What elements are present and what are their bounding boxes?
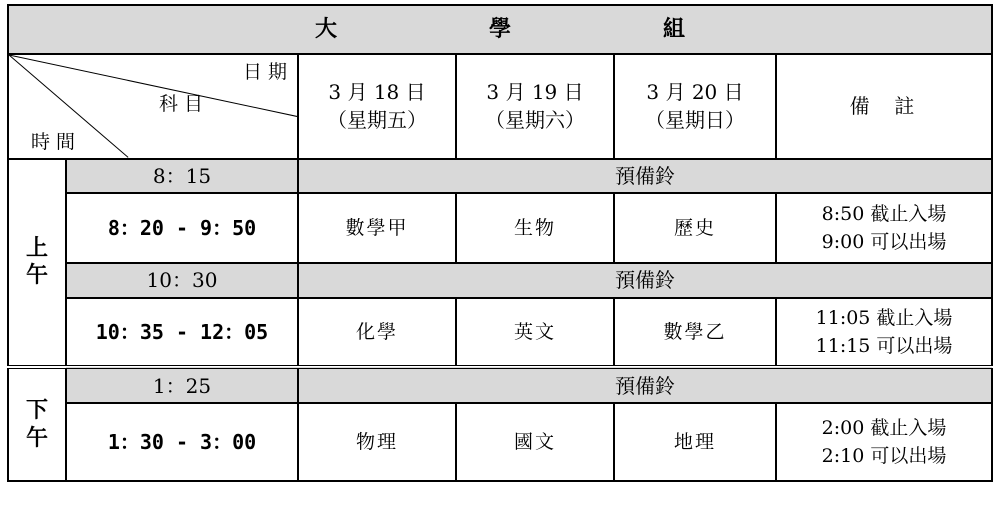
note-cell: [776, 193, 992, 263]
subject-cell: 地理: [614, 403, 776, 481]
corner-label-time: 時間: [31, 130, 82, 153]
title-char-1: 大: [315, 16, 338, 43]
subject-cell: 歷史: [614, 193, 776, 263]
day-header-1: [298, 54, 456, 158]
day-header-2: [456, 54, 614, 158]
exam-schedule-table: [7, 4, 993, 482]
subject-cell: 數學甲: [298, 193, 456, 263]
day-date: 3 月 20 日: [646, 80, 744, 105]
note-line: 11:05 截止入場: [815, 306, 953, 329]
note-line: 9:00 可以出場: [821, 231, 947, 254]
exam-time: 1：30 - 3：00: [66, 403, 298, 481]
period-morning-label: 上午: [26, 234, 49, 289]
exam-time: 10：35 - 12：05: [66, 298, 298, 368]
exam-time: 8：20 - 9：50: [66, 193, 298, 263]
title-char-2: 學: [489, 16, 512, 43]
note-cell: [776, 403, 992, 481]
note-cell: [776, 298, 992, 368]
prep-time: 10：30: [66, 263, 298, 298]
prep-time: 1：25: [66, 367, 298, 403]
day-date: 3 月 18 日: [328, 80, 426, 105]
prep-bell-label: 預備鈴: [298, 263, 992, 298]
title-char-3: 組: [663, 16, 686, 43]
table-title: [8, 5, 992, 54]
day-weekday: （星期日）: [645, 108, 745, 133]
subject-cell: 英文: [456, 298, 614, 368]
note-line: 11:15 可以出場: [815, 335, 953, 358]
corner-label-subject: 科目: [159, 93, 210, 116]
period-morning: [8, 159, 66, 368]
note-line: 2:00 截止入場: [821, 416, 947, 439]
corner-label-date: 日期: [242, 61, 293, 84]
day-weekday: （星期六）: [485, 108, 585, 133]
subject-cell: 數學乙: [614, 298, 776, 368]
prep-time: 8：15: [66, 159, 298, 194]
subject-cell: 生物: [456, 193, 614, 263]
period-afternoon: [8, 367, 66, 481]
subject-cell: 化學: [298, 298, 456, 368]
day-header-3: [614, 54, 776, 158]
prep-bell-label: 預備鈴: [298, 367, 992, 403]
prep-bell-label: 預備鈴: [298, 159, 992, 194]
note-line: 2:10 可以出場: [821, 445, 947, 468]
day-date: 3 月 19 日: [486, 80, 584, 105]
subject-cell: 國文: [456, 403, 614, 481]
note-line: 8:50 截止入場: [821, 202, 947, 225]
note-header: 備 註: [776, 54, 992, 158]
subject-cell: 物理: [298, 403, 456, 481]
day-weekday: （星期五）: [327, 108, 427, 133]
period-afternoon-label: 下午: [26, 397, 49, 451]
corner-header-cell: [8, 54, 298, 158]
